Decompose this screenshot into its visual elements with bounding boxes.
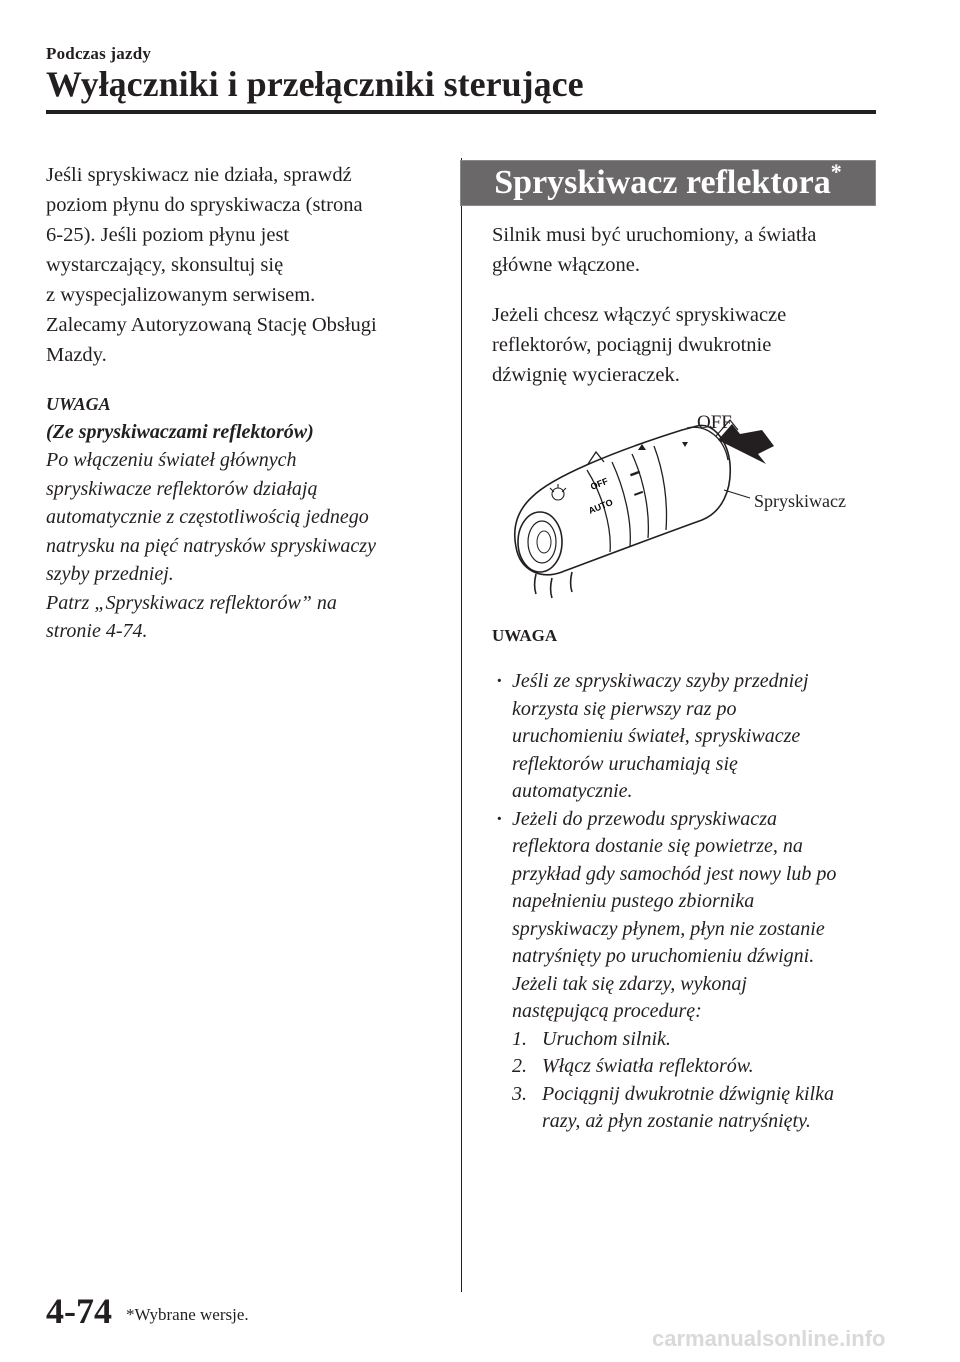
lever-mark-auto: AUTO — [587, 497, 615, 516]
page-number: 4-74 — [46, 1291, 112, 1331]
figure-label-washer: Spryskiwacz — [754, 491, 846, 511]
page-title: Wyłączniki i przełączniki sterujące — [46, 64, 584, 104]
bullet-text: Jeśli ze spryskiwaczy szyby przedniej korzysta się pierwszy raz po uruchomieniu świateł, spryskiwacze reflektorów uruchamiają się automatycznie. — [512, 670, 809, 802]
procedure-step — [492, 1081, 884, 1136]
washer-check-paragraph: Jeśli spryskiwacz nie działa, sprawdź poziom płynu do spryskiwacza (strona 6-25). Jeśli poziom płynu jest wystarczający, skonsultuj się z wyspecjalizowanym serwisem. Zalecamy Autoryzowaną Stację Obsługi Mazdy. — [46, 164, 377, 366]
watermark: carmanualsonline.info — [652, 1326, 886, 1351]
instruction-paragraph: Jeżeli chcesz włączyć spryskiwacze reflektorów, pociągnij dwukrotnie dźwignię wycieraczek. — [492, 304, 787, 386]
optional-equipment-mark: * — [830, 159, 842, 184]
procedure-step — [492, 1026, 884, 1054]
lever-mark-off: OFF — [589, 475, 610, 492]
procedure-step — [492, 1053, 884, 1081]
note-title: UWAGA — [492, 626, 558, 645]
left-column — [46, 160, 438, 646]
note-title: UWAGA — [46, 394, 111, 414]
note-subtitle: (Ze spryskiwaczami reflektorów) — [46, 421, 314, 443]
section-heading — [460, 160, 876, 206]
bullet-marker: · — [496, 807, 503, 830]
bullet-marker: · — [496, 670, 503, 692]
hand-line-3 — [571, 572, 573, 592]
right-body — [492, 220, 884, 390]
figure-label-off: OFF — [697, 412, 732, 433]
footnote: *Wybrane wersje. — [126, 1305, 249, 1324]
step-number: 1. — [512, 1027, 527, 1050]
wiper-lever-figure — [492, 402, 884, 612]
step-number: 3. — [512, 1082, 527, 1105]
step-number: 2. — [512, 1055, 527, 1077]
requirement-paragraph: Silnik musi być uruchomiony, a światła główne włączone. — [492, 224, 817, 276]
right-note — [492, 622, 884, 1136]
leader-washer — [724, 490, 750, 498]
hand-line-2 — [551, 578, 553, 598]
section-label: Podczas jazdy — [46, 44, 152, 63]
bullet-text: Jeżeli do przewodu spryskiwacza reflektora dostanie się powietrze, na przykład gdy samochód jest nowy lub po napełnieniu pustego zbiornika spryskiwaczy płynem, płyn nie zostanie natryśnięty po uruchomieniu dźwigni. Jeżeli tak się zdarzy, wykonaj następującą procedurę: — [512, 807, 837, 1022]
step-text: Włącz światła reflektorów. — [542, 1055, 754, 1077]
note-text: Po włączeniu świateł głównych spryskiwacze reflektorów działają automatycznie z częstotliwością jednego natrysku na pięć natrysków spryskiwaczy szyby przedniej. Patrz „Spryskiwacz reflektorów” na stronie 4-74. — [46, 449, 376, 642]
step-text: Uruchom silnik. — [542, 1027, 671, 1050]
section-heading-text: Spryskiwacz reflektora — [494, 164, 831, 201]
note-bullet — [492, 806, 884, 1026]
note-bullet — [492, 668, 884, 806]
column-divider — [461, 158, 462, 1292]
hand-line-1 — [535, 574, 537, 594]
step-text: Pociągnij dwukrotnie dźwignię kilka razy, aż płyn zostanie natryśnięty. — [542, 1082, 834, 1132]
header-rule — [46, 110, 876, 114]
